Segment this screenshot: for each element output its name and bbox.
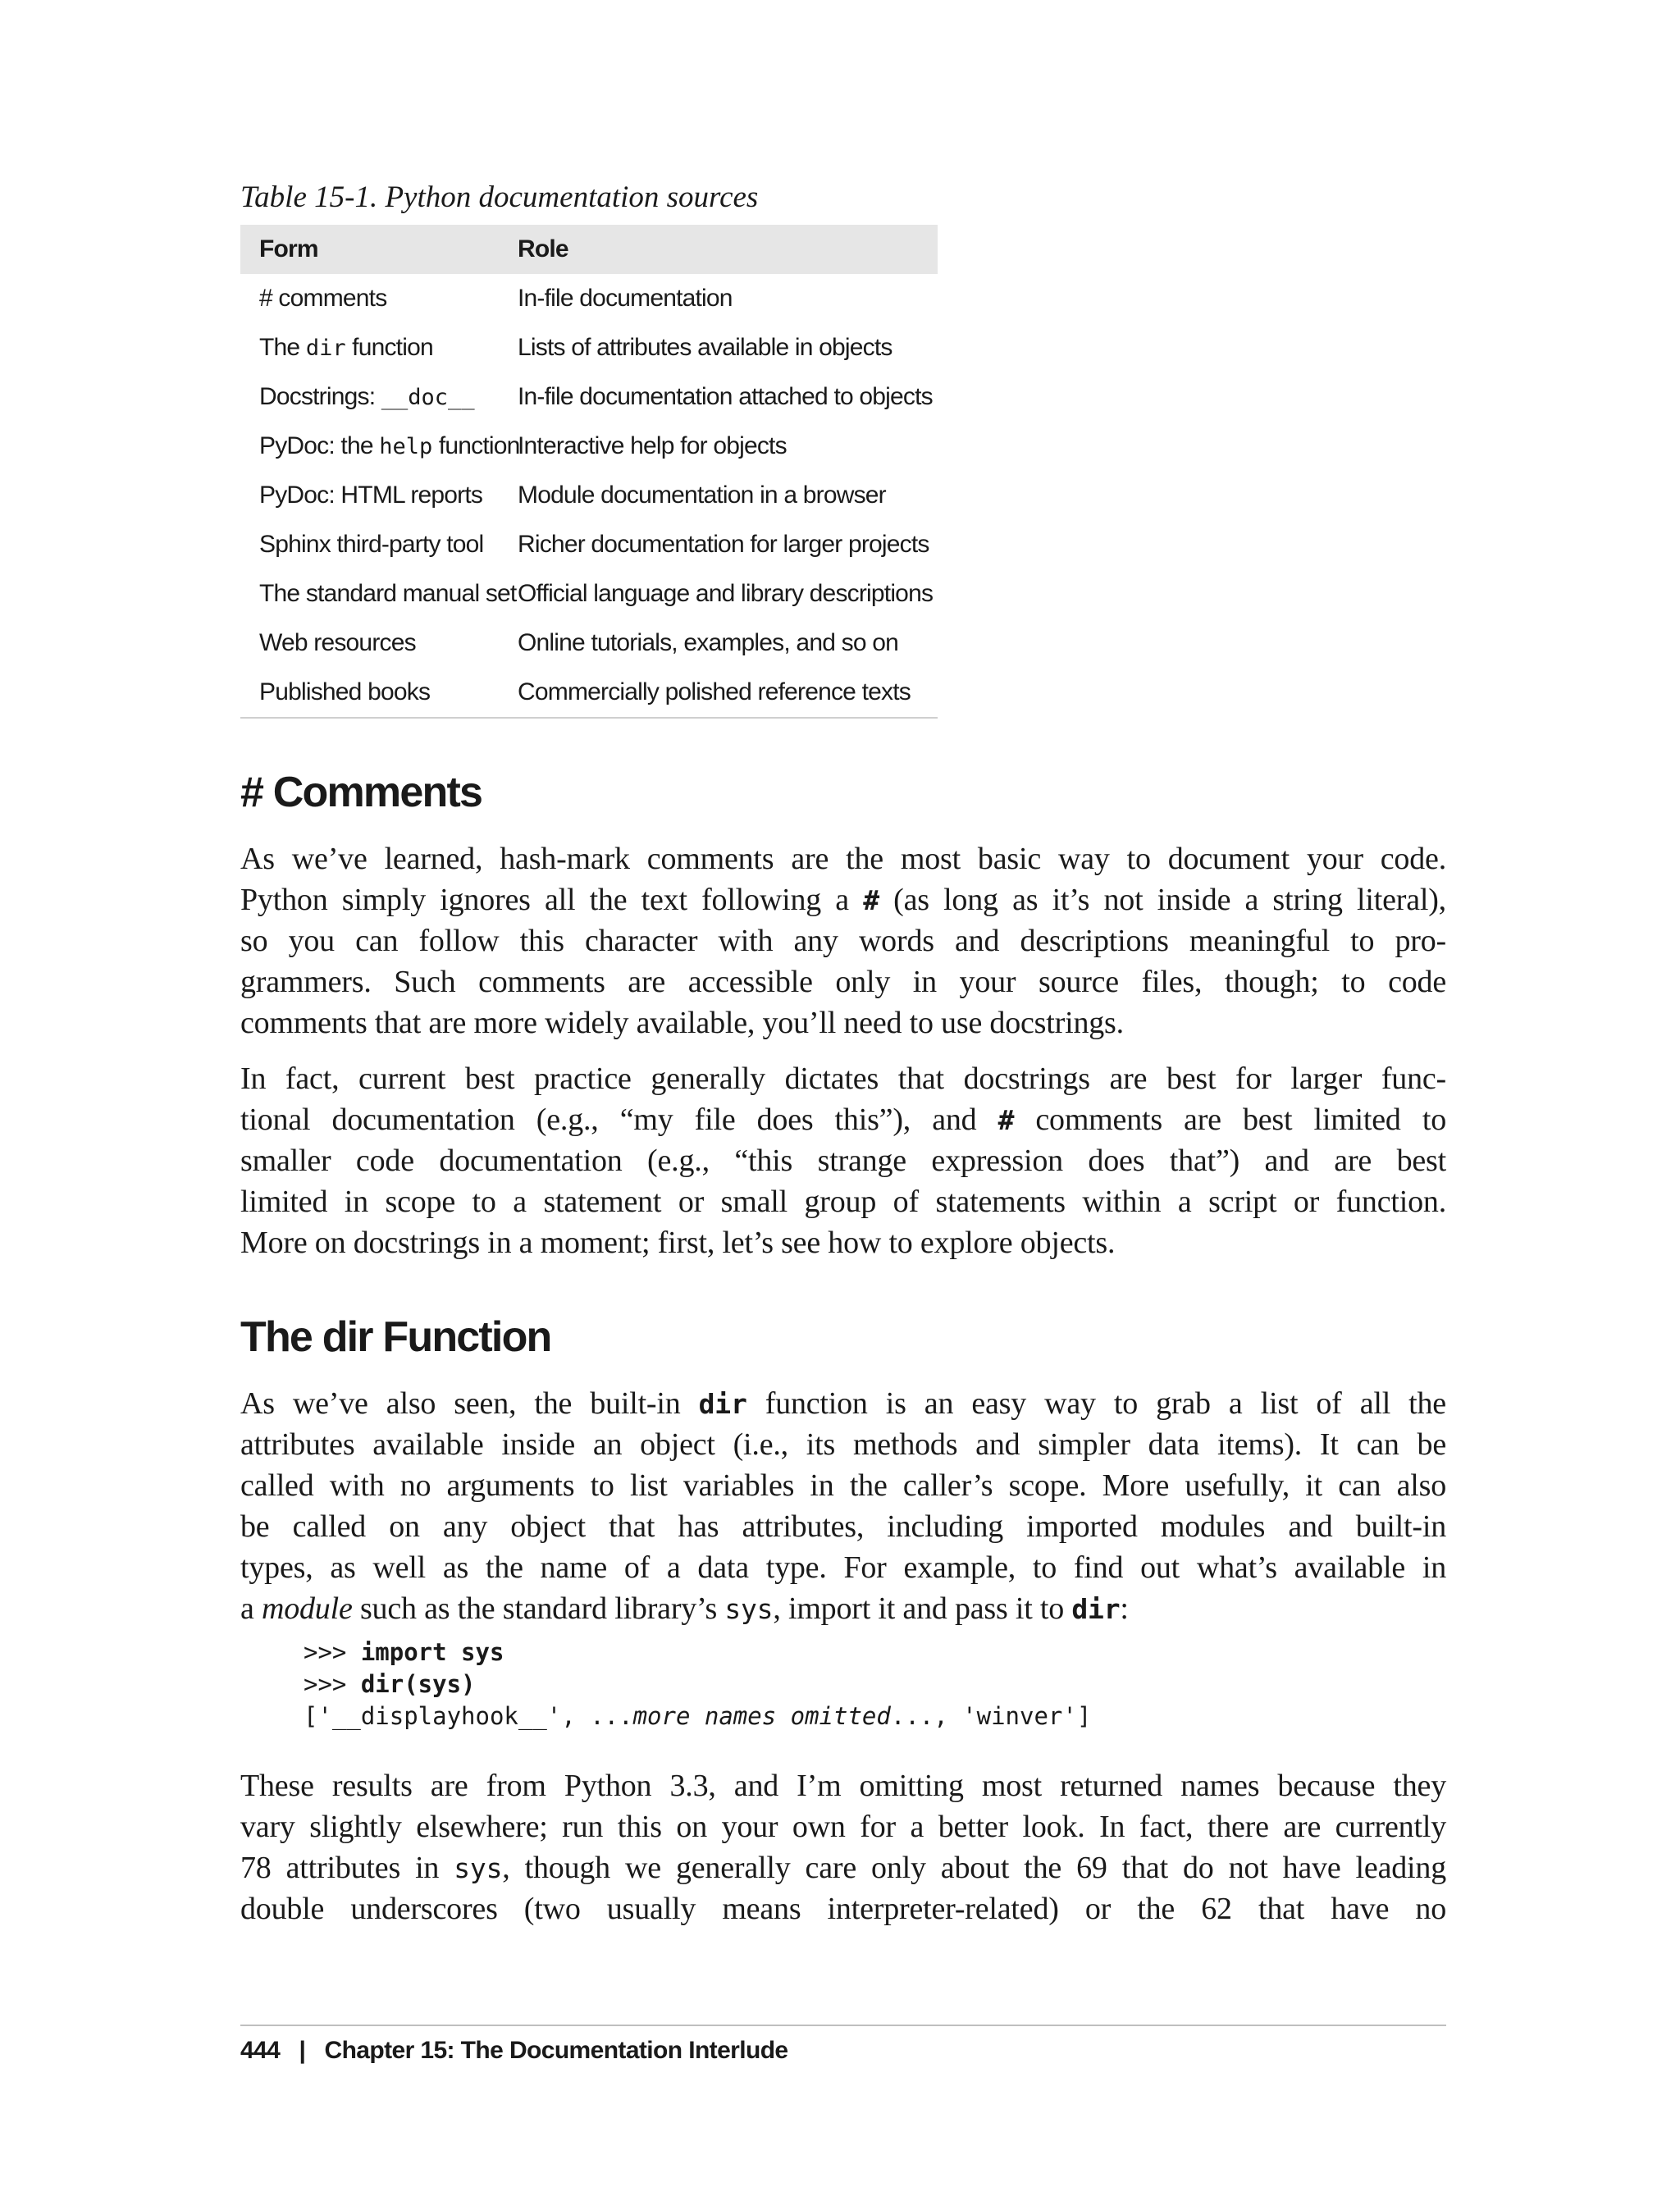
table-cell-form: # comments — [259, 285, 387, 312]
inline-code: sys — [454, 1852, 503, 1884]
table-header-row — [240, 225, 938, 274]
table-cell-form: Web resources — [259, 629, 416, 656]
table-row — [240, 569, 938, 619]
documentation-sources-table — [240, 225, 938, 719]
table-cell-form: Sphinx third-party tool — [259, 531, 484, 558]
table-cell-role: Official language and library descriptions — [518, 580, 934, 607]
table-cell-role: Commercially polished reference texts — [518, 678, 911, 705]
paragraph-comments-1: As we’ve learned, hash-mark comments are the most basic way to document your code. Python simply ignores all the text following a # (as long as it’s not inside a string literal), so you can follow this character with any words and descriptions meaningful to pro- grammers. Such comments are accessible only in your source files, though; to code comments that are more widely available, you’ll need to use docstrings. — [240, 842, 1446, 1040]
footer-separator: | — [299, 2037, 306, 2064]
inline-code: __doc__ — [381, 385, 475, 410]
table-cell-role: In-file documentation attached to objects — [518, 383, 933, 410]
table-caption: Table 15-1. Python documentation sources — [240, 180, 759, 214]
section-heading-comments: # Comments — [240, 769, 482, 816]
table-row — [240, 520, 938, 569]
table-header-form: Form — [259, 235, 318, 262]
table-cell-role: Lists of attributes available in objects — [518, 334, 892, 361]
footer-divider — [240, 2025, 1446, 2026]
table-cell-role: Module documentation in a browser — [518, 482, 886, 509]
table-cell-role: Online tutorials, examples, and so on — [518, 629, 899, 656]
table-row — [240, 274, 938, 323]
paragraph-comments-2: In fact, current best practice generally dictates that docstrings are best for larger func- tional documentation (e.g., “my file does this”), and # comments are best limited to smaller code documentation (e.g., “this strange expression does that”) and are best limited in scope to a statement or small group of statements within a script or function. More on docstrings in a moment; first, let’s see how to explore objects. — [240, 1061, 1446, 1260]
section-heading-dir-function: The dir Function — [240, 1313, 551, 1361]
page-footer — [240, 2034, 788, 2067]
table-cell-role: Interactive help for objects — [518, 432, 787, 459]
paragraph-dir-1: As we’ve also seen, the built-in dir function is an easy way to grab a list of all the attributes available inside an object (i.e., its methods and simpler data items). It can be called with no arguments to list variables in the caller’s scope. More usefully, it can also be called on any object that has attributes, including imported modules and built-in types, as well as the name of a data type. For example, to find out what’s available in a module such as the standard library’s sys, import it and pass it to dir: — [240, 1386, 1446, 1626]
table-header-role: Role — [518, 235, 568, 262]
inline-code: dir — [1071, 1593, 1121, 1625]
table-cell-form: Docstrings: __doc__ — [259, 383, 475, 410]
inline-code: dir — [305, 336, 346, 361]
inline-code: # — [998, 1104, 1015, 1136]
inline-code: sys — [724, 1593, 774, 1625]
inline-code: # — [863, 884, 879, 916]
table-cell-role: In-file documentation — [518, 285, 733, 312]
table-cell-form: Published books — [259, 678, 431, 705]
table-row — [240, 323, 938, 372]
code-example: >>> import sys >>> dir(sys) ['__displayhook__', ...more names omitted..., 'winver'] — [304, 1638, 1092, 1730]
table-row — [240, 668, 938, 717]
table-cell-form: The standard manual set — [259, 580, 517, 607]
table-row — [240, 372, 938, 422]
inline-code: help — [379, 434, 433, 459]
table-cell-role: Richer documentation for larger projects — [518, 531, 929, 558]
table-row — [240, 471, 938, 520]
chapter-title: Chapter 15: The Documentation Interlude — [324, 2037, 788, 2064]
table-cell-form: PyDoc: HTML reports — [259, 482, 483, 509]
table-cell-form: The dir function — [259, 334, 433, 361]
table-row — [240, 619, 938, 668]
inline-code: dir — [698, 1388, 747, 1420]
page-number: 444 — [240, 2037, 281, 2064]
table-cell-form: PyDoc: the help function — [259, 432, 520, 459]
table-row — [240, 422, 938, 471]
paragraph-dir-2: These results are from Python 3.3, and I’m omitting most returned names because they vary slightly elsewhere; run this on your own for a better look. In fact, there are currently 78 attributes in sys, though we generally care only about the 69 that do not have leading double underscores (two usually means interpreter-related) or the 62 that have no — [240, 1769, 1446, 1926]
